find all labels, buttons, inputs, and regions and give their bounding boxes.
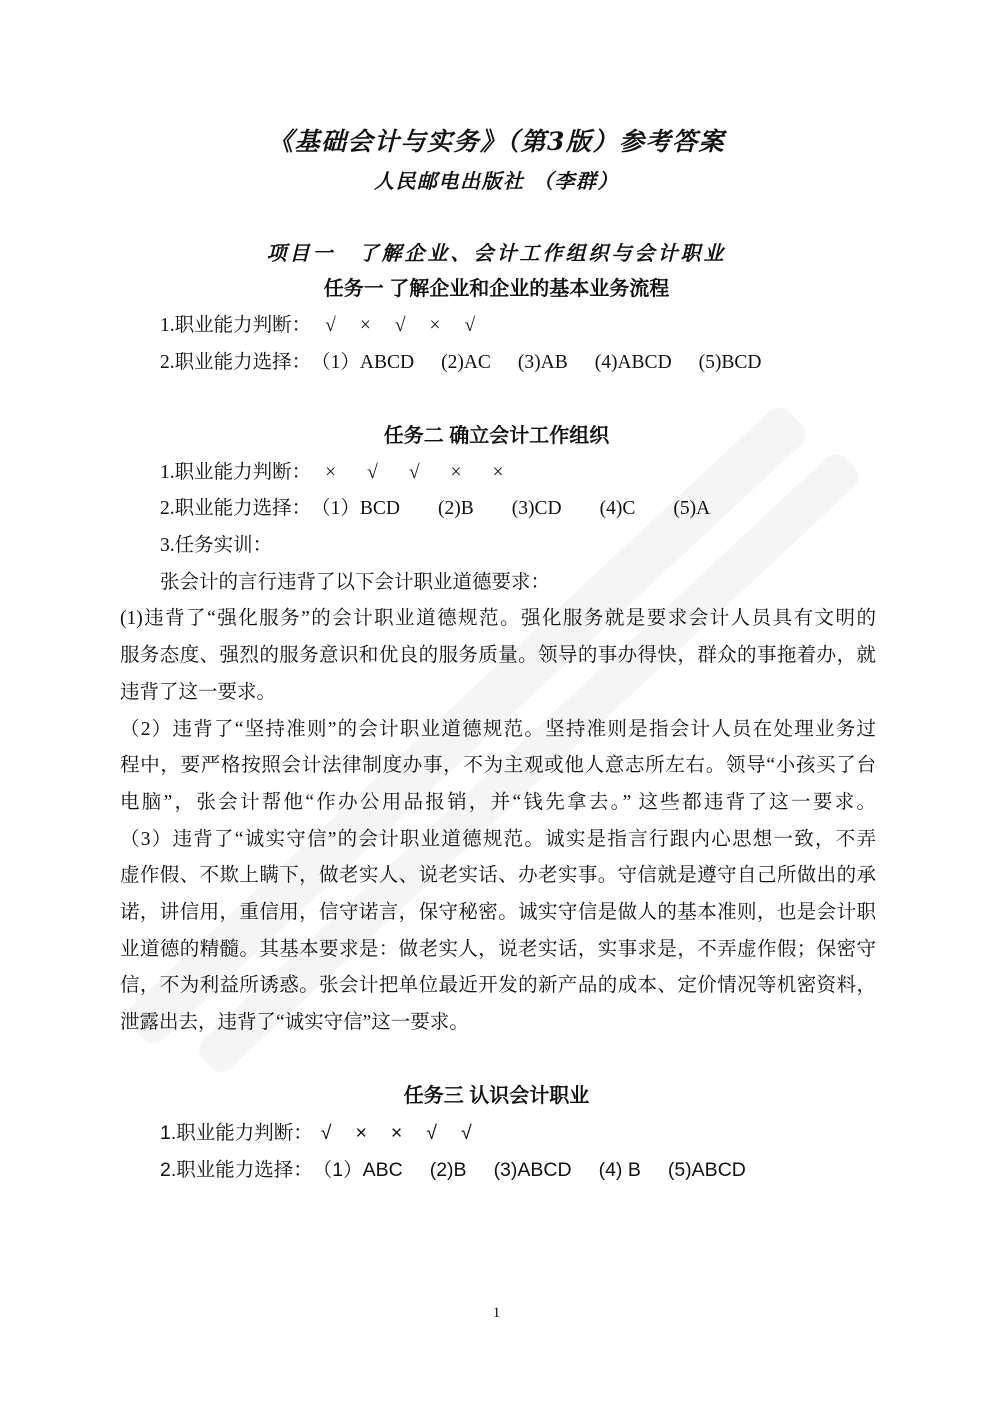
selection-answer: (3)ABCD	[493, 1158, 572, 1181]
judgement-answer: √	[408, 461, 420, 483]
training-label: 3.任务实训：	[160, 535, 273, 557]
training-paragraph-3	[120, 822, 876, 1042]
selection-answer: (2)AC	[441, 351, 491, 373]
page-number: 1	[492, 1305, 501, 1321]
judgement-answer: ×	[492, 461, 504, 483]
training-paragraph-1	[120, 601, 876, 711]
task-1	[0, 271, 993, 381]
selection-answer: （1）ABC	[312, 1158, 403, 1181]
document-title: 《基础会计与实务》（第3版）参考答案	[268, 127, 725, 156]
selection-line	[0, 1152, 993, 1189]
paragraph-line: (1)违背了“强化服务”的会计职业道德规范。强化服务就是要求会计人员具有文明的	[120, 608, 876, 630]
paragraph-line: 程中，要严格按照会计法律制度办事，不为主观或他人意志所左右。领导“小孩买了台	[120, 755, 876, 777]
judgement-line	[0, 1115, 993, 1152]
judgement-answer: √	[460, 1122, 472, 1145]
paragraph-line: （2）违背了“坚持准则”的会计职业道德规范。坚持准则是指会计人员在处理业务过	[120, 718, 876, 740]
paragraph-line: 服务态度、强烈的服务意识和优良的服务质量。领导的事办得快，群众的事拖着办，就	[120, 645, 876, 667]
paragraph-line: 信，不为利益所诱惑。张会计把单位最近开发的新产品的成本、定价情况等机密资料，	[120, 975, 876, 997]
selection-answer: （1）ABCD	[311, 351, 415, 373]
judgement-answer: ×	[359, 314, 371, 336]
judgement-line	[0, 455, 993, 492]
paragraph-line: 违背了这一要求。	[120, 681, 277, 703]
judgement-answer: √	[367, 461, 378, 483]
document-subtitle: 人民邮电出版社 （李群）	[374, 169, 619, 193]
selection-answer: (2)B	[429, 1158, 467, 1181]
task-heading: 任务一 了解企业和企业的基本业务流程	[323, 278, 670, 301]
selection-answer: (5)ABCD	[667, 1158, 746, 1181]
paragraph-line: 泄露出去，违背了“诚实守信”这一要求。	[120, 1012, 469, 1034]
selection-line	[0, 491, 993, 528]
paragraph-line: 电脑”，张会计帮他“作办公用品报销，并“钱先拿去。” 这些都违背了这一要求。	[120, 791, 876, 813]
judgement-answer: √	[325, 314, 336, 336]
task-2	[0, 418, 993, 1042]
judgement-answer: ×	[390, 1122, 403, 1145]
selection-answer: (2)B	[438, 498, 474, 520]
judgement-answer: ×	[355, 1122, 367, 1145]
selection-label: 2.职业能力选择：	[160, 351, 312, 373]
document-body	[0, 235, 993, 1189]
selection-answer: (4)ABCD	[594, 351, 672, 373]
paragraph-line: （3）违背了“诚实守信”的会计职业道德规范。诚实是指言行跟内心思想一致，不弄	[120, 828, 876, 850]
judgement-label: 1.职业能力判断：	[160, 1122, 313, 1145]
selection-label: 2.职业能力选择：	[160, 1158, 313, 1181]
selection-answer: (5)A	[673, 498, 711, 520]
paragraph-line: 诺，讲信用，重信用，信守诺言，保守秘密。诚实守信是做人的基本准则，也是会计职	[120, 901, 876, 923]
task-heading: 任务二 确立会计工作组织	[383, 425, 610, 448]
judgement-answer: ×	[325, 461, 337, 483]
task-3	[0, 1078, 993, 1188]
selection-line	[0, 345, 993, 382]
paragraph-line: 业道德的精髓。其基本要求是：做老实人，说老实话，实事求是，不弄虚作假；保密守	[120, 938, 876, 960]
judgement-answer: √	[464, 314, 476, 336]
selection-answer: (3)CD	[511, 498, 562, 520]
judgement-label: 1.职业能力判断：	[160, 314, 312, 336]
selection-label: 2.职业能力选择：	[160, 498, 312, 520]
paragraph-line: 虚作假、不欺上瞒下，做老实人、说老实话、办老实事。守信就是遵守自己所做出的承	[120, 865, 876, 887]
project-heading: 项目一 了解企业、会计工作组织与会计职业	[266, 240, 727, 265]
selection-answer: (4) B	[598, 1158, 641, 1181]
selection-answer: （1）BCD	[311, 498, 400, 520]
task-heading: 任务三 认识会计职业	[403, 1085, 590, 1108]
selection-answer: (4)C	[599, 498, 636, 520]
selection-answer: (3)AB	[517, 351, 568, 373]
judgement-line	[0, 308, 993, 345]
selection-answer: (5)BCD	[698, 351, 762, 373]
judgement-answer: √	[320, 1122, 332, 1145]
training-paragraph-2	[120, 712, 876, 822]
judgement-answer: √	[394, 314, 406, 336]
judgement-answer: ×	[450, 461, 462, 483]
judgement-answer: ×	[429, 314, 441, 336]
judgement-answer: √	[426, 1122, 437, 1145]
judgement-label: 1.职业能力判断：	[160, 461, 312, 483]
training-intro: 张会计的言行违背了以下会计职业道德要求：	[160, 571, 551, 593]
